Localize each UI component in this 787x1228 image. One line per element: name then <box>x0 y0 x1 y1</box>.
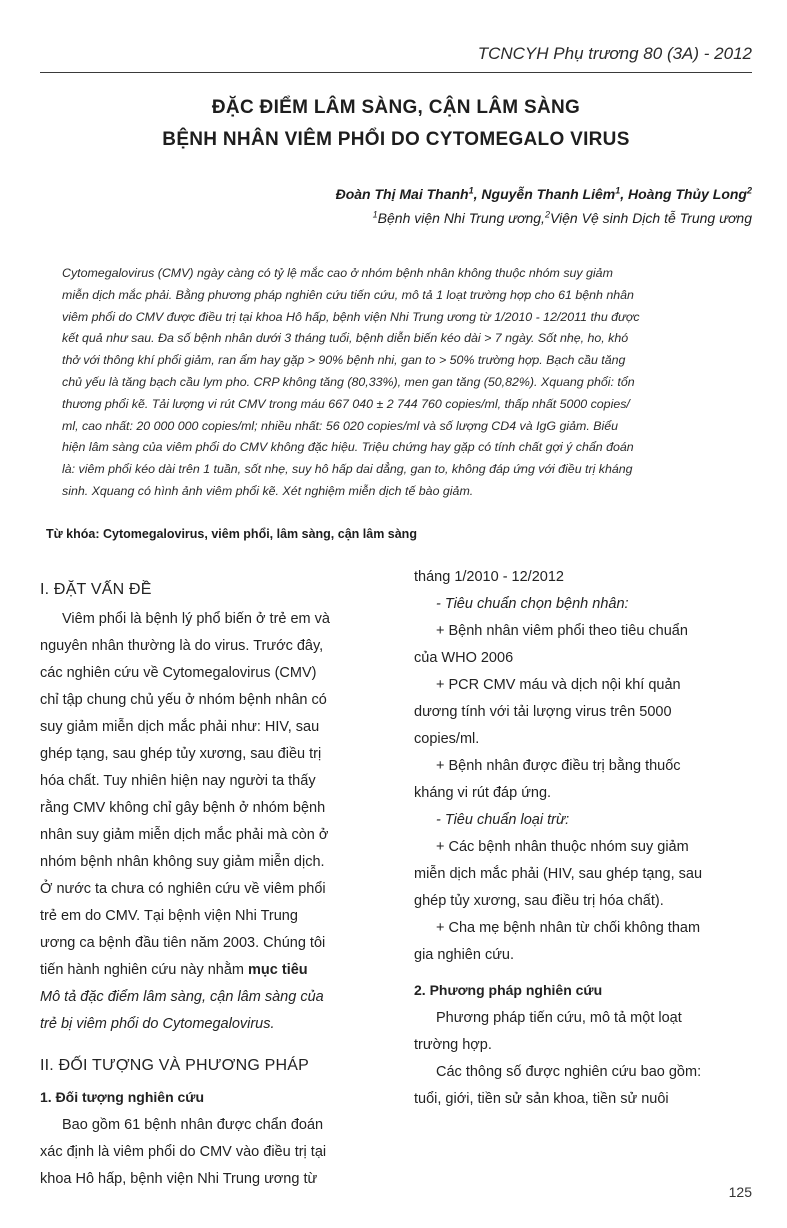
objective-lead: tiến hành nghiên cứu này nhằm <box>40 962 249 978</box>
keywords: Từ khóa: Cytomegalovirus, viêm phổi, lâm sàng, cận lâm sàng <box>46 527 417 541</box>
author-3-sup: 2 <box>746 185 752 196</box>
section-heading-1: I. ĐẶT VẤN ĐỀ <box>40 581 152 598</box>
author-1-sup: 1 <box>468 185 474 196</box>
exclusion-item: gia nghiên cứu. <box>414 947 514 963</box>
paragraph-line: xác định là viêm phổi do CMV vào điều trị tại <box>40 1144 327 1160</box>
exclusion-item: + Cha mẹ bệnh nhân từ chối không tham <box>436 920 701 936</box>
paragraph-line: Các thông số được nghiên cứu bao gồm: <box>436 1064 702 1080</box>
article-title <box>40 92 752 156</box>
title-line-1: ĐẶC ĐIỂM LÂM SÀNG, CẬN LÂM SÀNG <box>211 97 581 118</box>
paragraph-line: chỉ tập chung chủ yếu ở nhóm bệnh nhân có <box>40 692 327 708</box>
author-2: Nguyễn Thanh Liêm <box>481 186 616 202</box>
criteria-item: kháng vi rút đáp ứng. <box>414 785 552 801</box>
paragraph-line: ghép tạng, sau ghép tủy xương, sau điều trị <box>40 746 322 762</box>
exclusion-heading: - Tiêu chuẩn loại trừ: <box>436 812 570 828</box>
authors <box>40 182 752 206</box>
affil-1-sup: 1 <box>372 209 378 220</box>
author-1: Đoàn Thị Mai Thanh <box>335 186 469 202</box>
paragraph-line: các nghiên cứu về Cytomegalovirus (CMV) <box>40 665 317 681</box>
abstract-line: chủ yếu là tăng bạch cầu lym pho. CRP không tăng (80,33%), men gan tăng (50,82%). Xquang phổi: tổn <box>62 374 635 389</box>
subsection-heading-1: 1. Đối tượng nghiên cứu <box>40 1089 205 1105</box>
exclusion-item: miễn dịch mắc phải (HIV, sau ghép tạng, sau <box>414 866 703 882</box>
criteria-item: + Bệnh nhân được điều trị bằng thuốc <box>436 758 681 774</box>
paragraph-line: Ở nước ta chưa có nghiên cứu về viêm phổi <box>40 881 326 897</box>
abstract-line: là: viêm phổi kéo dài trên 1 tuần, sốt nhẹ, suy hô hấp dai dẳng, gan to, không đáp ứng với điều trị kháng <box>62 462 633 477</box>
section-heading-2: II. ĐỐI TƯỢNG VÀ PHƯƠNG PHÁP <box>40 1057 309 1074</box>
page-number: 125 <box>728 1184 752 1200</box>
affil-2-sup: 2 <box>544 209 550 220</box>
paragraph-line: nhân suy giảm miễn dịch mắc phải mà còn ở <box>40 827 329 843</box>
paragraph-line: trường hợp. <box>414 1037 492 1053</box>
paragraph-line: suy giảm miễn dịch mắc phải như: HIV, sau <box>40 719 320 735</box>
right-column <box>414 564 752 1113</box>
author-3: Hoàng Thủy Long <box>628 186 747 202</box>
author-2-sup: 1 <box>615 185 621 196</box>
abstract-line: thương phổi kẽ. Tải lượng vi rút CMV trong máu 667 040 ± 2 744 760 copies/ml, thấp nhất 5000 copies/ <box>62 396 630 411</box>
criteria-heading: - Tiêu chuẩn chọn bệnh nhân: <box>436 596 629 612</box>
criteria-item: dương tính với tải lượng virus trên 5000 <box>414 704 672 720</box>
affil-1: Bệnh viện Nhi Trung ương, <box>377 210 545 226</box>
abstract-line: thở với thông khí phổi giảm, ran ẩm hay gặp > 90% bệnh nhi, gan to > 50% trường hợp. Bạch cầu tăng <box>62 353 626 368</box>
abstract-line: kết quả như sau. Đa số bệnh nhân dưới 3 tháng tuổi, bệnh diễn biến kéo dài > 7 ngày. Sốt nhẹ, ho, khó <box>62 331 629 346</box>
criteria-item: của WHO 2006 <box>414 650 514 666</box>
paragraph-line: tháng 1/2010 - 12/2012 <box>414 569 564 585</box>
paragraph-line: khoa Hô hấp, bệnh viện Nhi Trung ương từ <box>40 1171 318 1187</box>
criteria-item: + PCR CMV máu và dịch nội khí quản <box>436 677 681 693</box>
paragraph-line-objective <box>40 957 365 984</box>
header-rule <box>40 72 752 73</box>
affil-2: Viện Vệ sinh Dịch tễ Trung ương <box>549 210 752 226</box>
paragraph-line: ương ca bệnh đầu tiên năm 2003. Chúng tôi <box>40 935 326 951</box>
paragraph-line: Bao gồm 61 bệnh nhân được chẩn đoán <box>62 1117 324 1133</box>
paragraph-line: rằng CMV không chỉ gây bệnh ở nhóm bệnh <box>40 800 326 816</box>
criteria-item: + Bệnh nhân viêm phổi theo tiêu chuẩn <box>436 623 688 639</box>
abstract-line: sinh. Xquang có hình ảnh viêm phổi kẽ. Xét nghiệm miễn dịch tế bào giảm. <box>62 483 474 498</box>
paragraph-line: nguyên nhân thường là do virus. Trước đây, <box>40 638 324 654</box>
paragraph-line: Viêm phổi là bệnh lý phổ biến ở trẻ em và <box>62 611 330 627</box>
subsection-heading-2: 2. Phương pháp nghiên cứu <box>414 982 603 998</box>
title-line-2: BỆNH NHÂN VIÊM PHỔI DO CYTOMEGALO VIRUS <box>162 129 630 150</box>
abstract <box>62 263 752 503</box>
objective-text: Mô tả đặc điểm lâm sàng, cận lâm sàng của <box>40 989 324 1005</box>
exclusion-item: + Các bệnh nhân thuộc nhóm suy giảm <box>436 839 689 855</box>
exclusion-item: ghép tủy xương, sau điều trị hóa chất). <box>414 893 664 909</box>
abstract-line: viêm phổi do CMV được điều trị tại khoa Hô hấp, bệnh viện Nhi Trung ương từ 1/2010 - 12/2011 thu được <box>62 309 640 324</box>
journal-header: TCNCYH Phụ trương 80 (3A) - 2012 <box>477 44 752 63</box>
author-sep-1: , <box>473 186 482 202</box>
author-sep-2: , <box>620 186 628 202</box>
left-column <box>40 576 365 1193</box>
abstract-line: hiện lâm sàng của viêm phổi do CMV không đặc hiệu. Triệu chứng hay gặp có tính chất gợi ý chẩn đoán <box>62 440 634 455</box>
objective-text: trẻ bị viêm phổi do Cytomegalovirus. <box>40 1016 275 1032</box>
paragraph-line: Phương pháp tiến cứu, mô tả một loạt <box>436 1010 682 1026</box>
affiliations <box>40 206 752 230</box>
objective-label: mục tiêu <box>248 962 308 978</box>
abstract-line: miễn dịch mắc phải. Bằng phương pháp nghiên cứu tiến cứu, mô tả 1 loạt trường hợp cho 61 bệnh nhân <box>62 287 634 302</box>
paragraph-line: trẻ em do CMV. Tại bệnh viện Nhi Trung <box>40 908 298 924</box>
criteria-item: copies/ml. <box>414 731 480 747</box>
paragraph-line: tuổi, giới, tiền sử sản khoa, tiền sử nuôi <box>414 1091 669 1107</box>
paragraph-line: nhóm bệnh nhân không suy giảm miễn dịch. <box>40 854 325 870</box>
abstract-line: ml, cao nhất: 20 000 000 copies/ml; nhiều nhất: 56 020 copies/ml và số lượng CD4 và IgG giảm. Biểu <box>62 418 619 433</box>
paragraph-line: hóa chất. Tuy nhiên hiện nay người ta thấy <box>40 773 316 789</box>
abstract-line: Cytomegalovirus (CMV) ngày càng có tỷ lệ mắc cao ở nhóm bệnh nhân không thuộc nhóm suy giảm <box>62 266 613 280</box>
